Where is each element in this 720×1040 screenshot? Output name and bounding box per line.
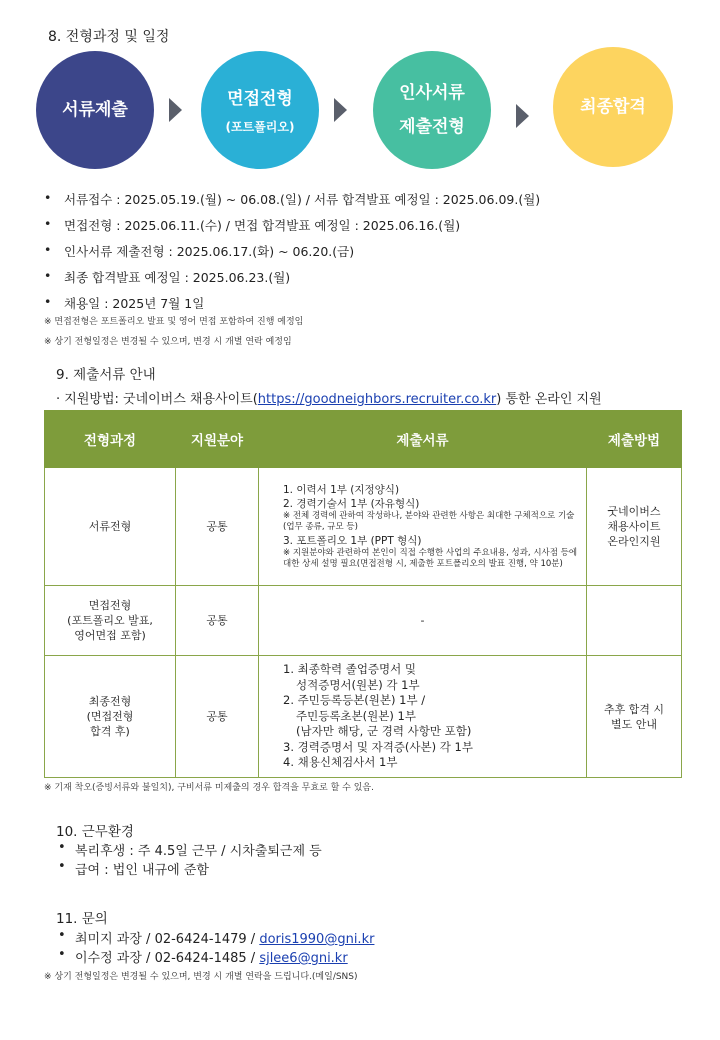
section-10-title: 10. 근무환경 bbox=[56, 824, 134, 840]
schedule-note-1: ※ 면접전형은 포트폴리오 발표 및 영어 면접 포함하여 진행 예정임 bbox=[44, 317, 304, 327]
row3-doc1b: 성적증명서(원본) 각 1부 bbox=[296, 677, 420, 692]
step-arrow-icon bbox=[169, 98, 182, 122]
apply-method-prefix: · 지원방법: 굿네이버스 채용사이트( bbox=[56, 392, 258, 407]
step-circle-4 bbox=[553, 47, 673, 167]
work-env-item: • 복리후생 : 주 4.5일 근무 / 시차출퇴근제 등 bbox=[58, 840, 322, 859]
work-env-item: • 급여 : 법인 내규에 준함 bbox=[58, 859, 322, 878]
row3-doc3: 3. 경력증명서 및 자격증(사본) 각 1부 bbox=[283, 739, 473, 754]
schedule-item: • 최종 합격발표 예정일 : 2025.06.23.(월) bbox=[44, 268, 540, 294]
row1-doc3-note: ※ 지원분야와 관련하여 본인이 직접 수행한 사업의 주요내용, 성과, 시사점 등에 대한 상세 설명 필요(면접전형 시, 제출한 포트폴리오의 발표 진행, 약 10분) bbox=[283, 547, 578, 569]
step-1-label: 서류제출 bbox=[62, 100, 128, 120]
row3-doc4: 4. 채용신체검사서 1부 bbox=[283, 755, 398, 770]
row1-doc2: 2. 경력기술서 1부 (자유형식) bbox=[283, 497, 420, 510]
step-arrow-icon bbox=[516, 104, 529, 128]
row1-doc2-note: ※ 전체 경력에 관하여 작성하나, 분야와 관련한 사항은 최대한 구체적으로 기술(업무 종류, 규모 등) bbox=[283, 510, 575, 532]
row3-doc1a: 1. 최종학력 졸업증명서 및 bbox=[283, 662, 417, 677]
row1-field: 공통 bbox=[176, 468, 259, 586]
header-method: 제출방법 bbox=[587, 411, 682, 468]
row1-method-2: 채용사이트 bbox=[607, 520, 661, 533]
table-row bbox=[45, 656, 682, 778]
contact-item bbox=[58, 947, 374, 966]
step-2-sub: (포트폴리오) bbox=[225, 119, 295, 134]
contact-2-text: 이수정 과장 / 02-6424-1485 / bbox=[75, 951, 260, 966]
step-4-label: 최종합격 bbox=[580, 97, 646, 117]
table-row bbox=[45, 468, 682, 586]
row2-stage bbox=[45, 586, 176, 656]
row1-method-3: 온라인지원 bbox=[607, 535, 661, 548]
row2-field: 공통 bbox=[176, 586, 259, 656]
row1-method bbox=[587, 468, 682, 586]
schedule-item: • 서류접수 : 2025.05.19.(월) ~ 06.08.(일) / 서류 합격발표 예정일 : 2025.06.09.(월) bbox=[44, 190, 540, 216]
contact-list bbox=[58, 928, 374, 966]
row1-stage: 서류전형 bbox=[45, 468, 176, 586]
contact-item bbox=[58, 928, 374, 947]
header-stage: 전형과정 bbox=[45, 411, 176, 468]
step-circle-3 bbox=[373, 51, 491, 169]
row3-stage-3: 합격 후) bbox=[90, 725, 130, 738]
step-circle-2 bbox=[201, 51, 319, 169]
contact-2-email-link[interactable]: sjlee6@gni.kr bbox=[259, 951, 348, 966]
apply-method bbox=[56, 388, 602, 407]
row2-stage-3: 영어면접 포함) bbox=[74, 629, 146, 642]
schedule-item: • 면접전형 : 2025.06.11.(수) / 면접 합격발표 예정일 : 2025.06.16.(월) bbox=[44, 216, 540, 242]
row2-stage-1: 면접전형 bbox=[88, 599, 132, 612]
table-note: ※ 기재 착오(증빙서류와 불일치), 구비서류 미제출의 경우 합격을 무효로 할 수 있음. bbox=[44, 783, 374, 793]
row2-stage-2: (포트폴리오 발표, bbox=[67, 614, 153, 627]
row2-method bbox=[587, 586, 682, 656]
row1-documents bbox=[259, 468, 587, 586]
step-arrow-icon bbox=[334, 98, 347, 122]
schedule-item: • 채용일 : 2025년 7월 1일 bbox=[44, 294, 540, 320]
contact-note: ※ 상기 전형일정은 변경될 수 있으며, 변경 시 개별 연락을 드립니다.(메일/SNS) bbox=[44, 972, 358, 982]
step-circle-1 bbox=[36, 51, 154, 169]
row3-field: 공통 bbox=[176, 656, 259, 778]
row3-documents bbox=[259, 656, 587, 778]
row3-doc2c: (남자만 해당, 군 경력 사항만 포함) bbox=[296, 724, 472, 739]
contact-1-email-link[interactable]: doris1990@gni.kr bbox=[259, 932, 375, 947]
document-table bbox=[44, 410, 682, 778]
row3-method-2: 별도 안내 bbox=[610, 717, 657, 731]
section-8-title: 8. 전형과정 및 일정 bbox=[48, 29, 170, 45]
schedule-item: • 인사서류 제출전형 : 2025.06.17.(화) ~ 06.20.(금) bbox=[44, 242, 540, 268]
step-3-label-2: 제출전형 bbox=[399, 117, 465, 137]
table-row bbox=[45, 586, 682, 656]
row1-doc1: 1. 이력서 1부 (지정양식) bbox=[283, 483, 400, 496]
row3-doc2a: 2. 주민등록등본(원본) 1부 / bbox=[283, 693, 426, 708]
row3-stage-1: 최종전형 bbox=[88, 695, 132, 708]
schedule-list bbox=[44, 190, 540, 320]
recruit-site-link[interactable]: https://goodneighbors.recruiter.co.kr bbox=[257, 392, 497, 407]
step-2-label: 면접전형 bbox=[227, 88, 293, 109]
schedule-note-2: ※ 상기 전형일정은 변경될 수 있으며, 변경 시 개별 연락 예정임 bbox=[44, 337, 292, 347]
row3-stage bbox=[45, 656, 176, 778]
row3-stage-2: (면접전형 bbox=[86, 710, 134, 723]
apply-method-suffix: ) 통한 온라인 지원 bbox=[496, 392, 602, 407]
row1-doc3: 3. 포트폴리오 1부 (PPT 형식) bbox=[283, 534, 422, 547]
header-documents: 제출서류 bbox=[259, 411, 587, 468]
work-env-list bbox=[58, 840, 322, 878]
header-field: 지원분야 bbox=[176, 411, 259, 468]
section-11-title: 11. 문의 bbox=[56, 911, 108, 927]
row3-doc2b: 주민등록초본(원본) 1부 bbox=[296, 708, 416, 723]
step-3-label-1: 인사서류 bbox=[399, 83, 465, 103]
row3-method bbox=[587, 656, 682, 778]
row2-documents: - bbox=[259, 586, 587, 656]
row1-method-1: 굿네이버스 bbox=[607, 505, 661, 518]
row3-method-1: 추후 합격 시 bbox=[603, 702, 665, 716]
contact-1-text: 최미지 과장 / 02-6424-1479 / bbox=[75, 932, 260, 947]
section-9-title: 9. 제출서류 안내 bbox=[56, 367, 156, 383]
